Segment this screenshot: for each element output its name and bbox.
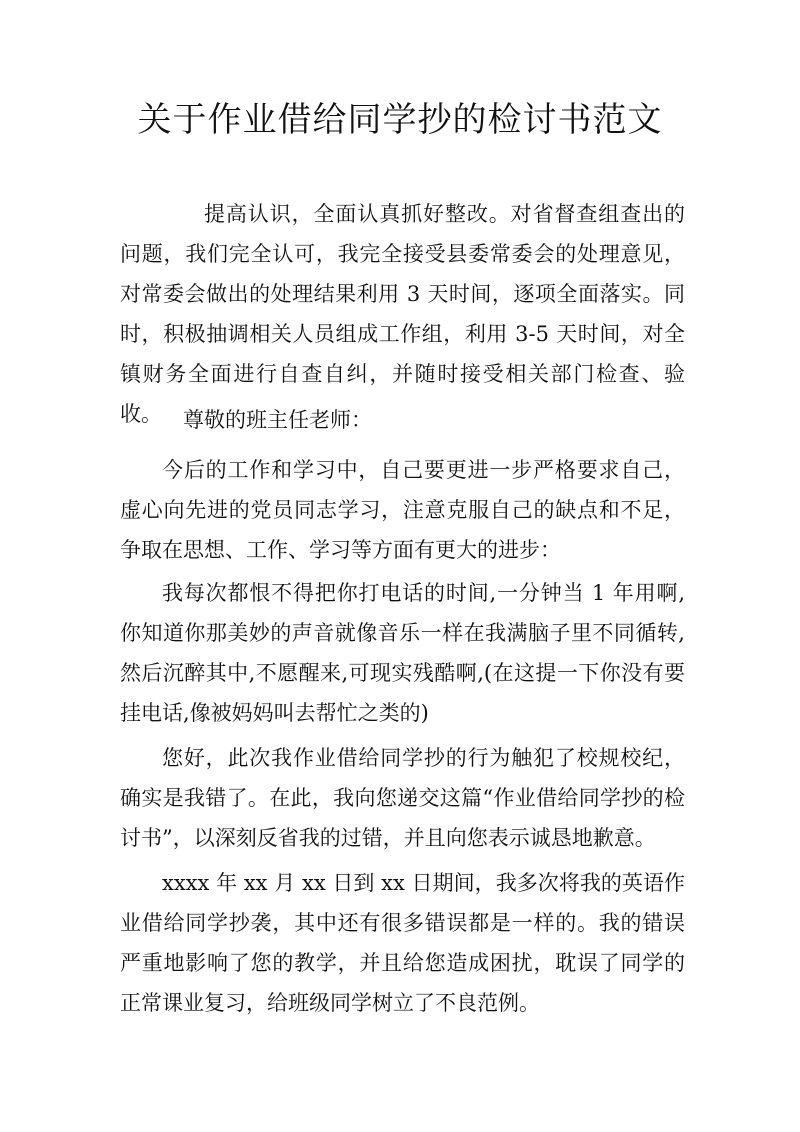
paragraph-incident: xxxx 年 xx 月 xx 日到 xx 日期间，我多次将我的英语作业借给同学抄袭，其中还有很多错误都是一样的。我的错误严重地影响了您的教学，并且给您造成困扰，耽误了同学的正常课业复习，给班级同学树立了不良范例。 [120,871,685,1015]
paragraph-rectification: 提高认识，全面认真抓好整改。对省督查组查出的问题，我们完全认可，我完全接受县委常委会的处理意见，对常委会做出的处理结果利用 3 天时间，逐项全面落实。同时，积极抽调相关人员组成工作组，利用 3-5 天时间，对全镇财务全面进行自查自纠，并随时接受相关部门检查、验收。 [120,202,685,426]
paragraph-apology: 您好，此次我作业借给同学抄的行为触犯了校规校纪，确实是我错了。在此，我向您递交这篇“作业借给同学抄的检讨书”，以深刻反省我的过错，并且向您表示诚恳地歉意。 [120,746,685,850]
paragraph-self-requirement: 今后的工作和学习中，自己要更进一步严格要求自己，虚心向先进的党员同志学习，注意克服自己的缺点和不足，争取在思想、工作、学习等方面有更大的进步： [120,458,685,562]
paragraph-phone-call: 我每次都恨不得把你打电话的时间,一分钟当 1 年用啊,你知道你那美妙的声音就像音乐一样在我满脑子里不同循转,然后沉醉其中,不愿醒来,可现实残酷啊,(在这提一下你没有要挂电话,像被妈妈叫去帮忙之类的) [120,581,685,725]
document-title: 关于作业借给同学抄的检讨书范文 [137,100,663,140]
paragraph-salutation: 尊敬的班主任老师： [183,408,372,432]
